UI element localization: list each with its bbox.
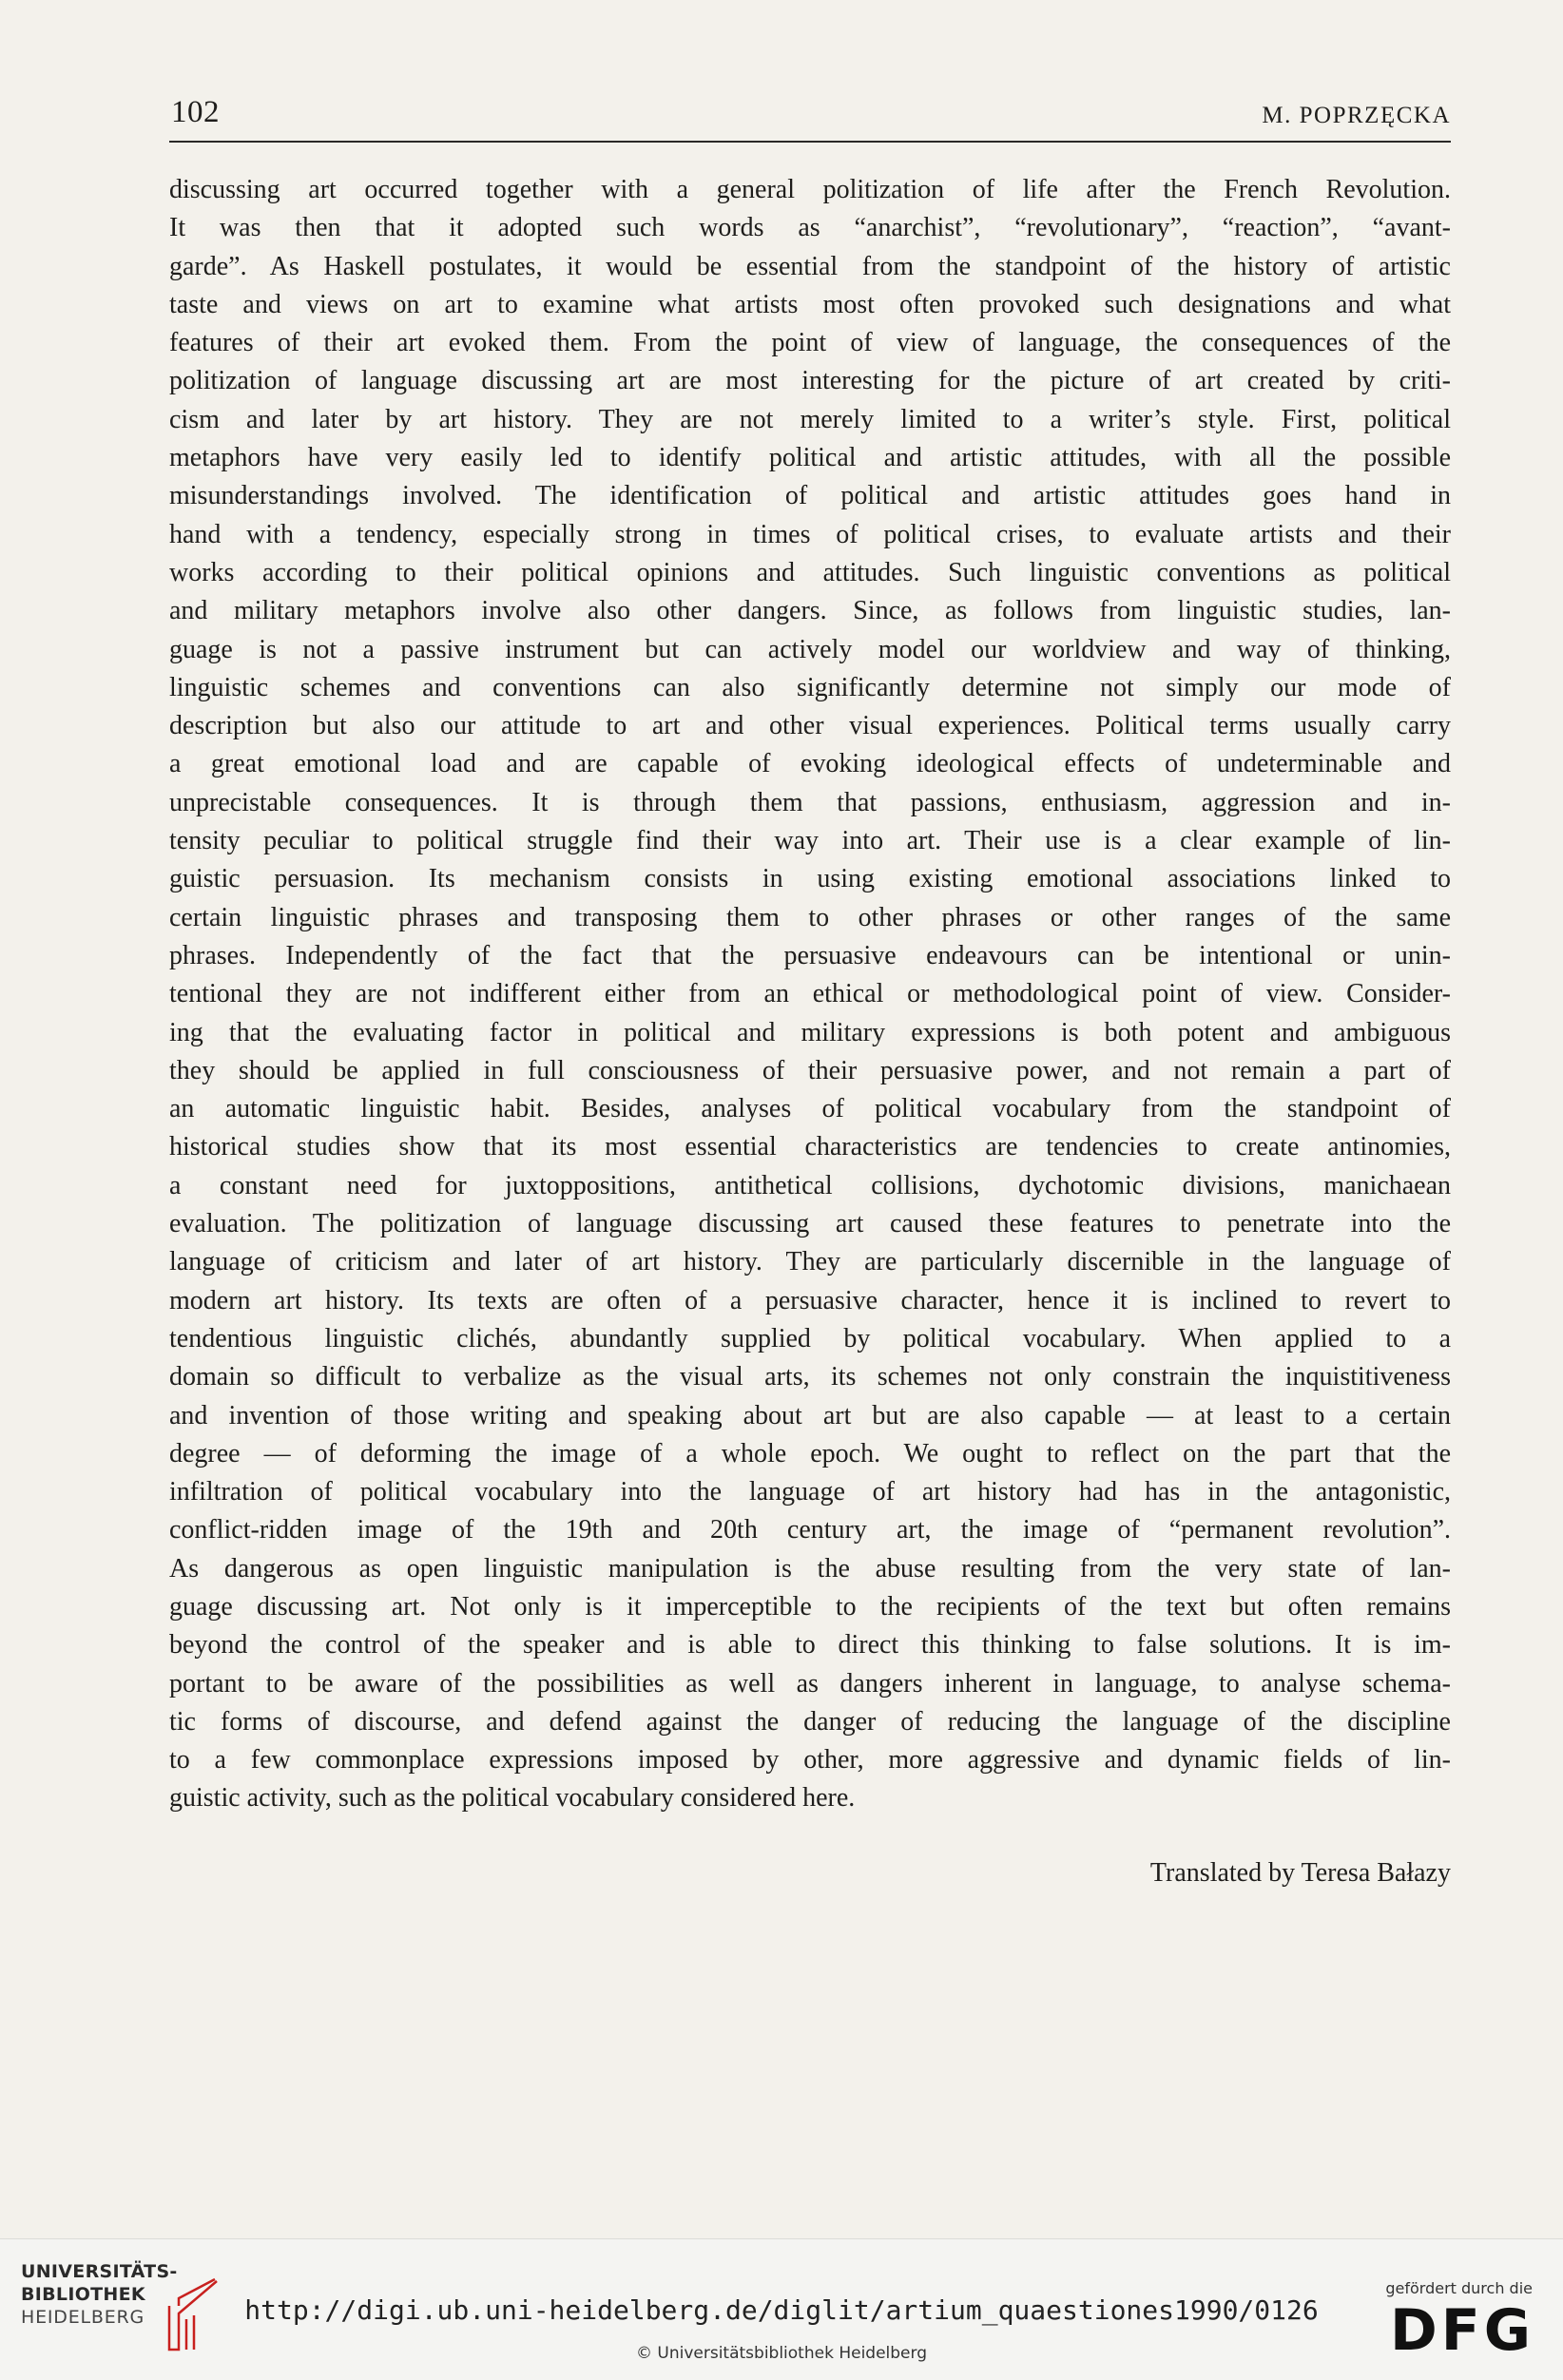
text-line: taste and views on art to examine what artists most often provoked such designations and what xyxy=(169,289,1451,319)
text-line: It was then that it adopted such words as “anarchist”, “revolutionary”, “reaction”, “avant- xyxy=(169,213,1451,243)
dfg-logo: DFG xyxy=(1389,2297,1534,2364)
text-line: discussing art occurred together with a general politization of life after the French Revolution. xyxy=(169,175,1451,204)
text-line: guistic activity, such as the political vocabulary considered here. xyxy=(169,1783,856,1814)
text-line: an automatic linguistic habit. Besides, analyses of political vocabulary from the standpoint of xyxy=(169,1094,1451,1124)
text-line: ing that the evaluating factor in political and military expressions is both potent and ambiguous xyxy=(169,1017,1451,1047)
text-line: modern art history. Its texts are often of a persuasive character, hence it is inclined to revert to xyxy=(169,1285,1451,1315)
text-line: a great emotional load and are capable of evoking ideological effects of undeterminable and xyxy=(169,749,1451,779)
text-line: certain linguistic phrases and transposing them to other phrases or other ranges of the same xyxy=(169,902,1451,932)
text-line: misunderstandings involved. The identification of political and artistic attitudes goes hand in xyxy=(169,481,1451,511)
text-line: tentional they are not indifferent either from an ethical or methodological point of view. Consider- xyxy=(169,979,1451,1009)
digitization-footer xyxy=(0,2238,1563,2380)
library-name-line2: BIBLIOTHEK xyxy=(21,2284,145,2305)
text-line: cism and later by art history. They are not merely limited to a writer’s style. First, political xyxy=(169,404,1451,434)
text-line: As dangerous as open linguistic manipulation is the abuse resulting from the very state of lan- xyxy=(169,1553,1451,1583)
text-line: works according to their political opinions and attitudes. Such linguistic conventions as political xyxy=(169,557,1451,587)
text-line: garde”. As Haskell postulates, it would be essential from the standpoint of the history of artistic xyxy=(169,251,1451,281)
text-line: description but also our attitude to art and other visual experiences. Political terms usually carry xyxy=(169,711,1451,741)
text-line: to a few commonplace expressions imposed by other, more aggressive and dynamic fields of lin- xyxy=(169,1745,1451,1775)
text-line: a constant need for juxtoppositions, antithetical collisions, dychotomic divisions, manichaean xyxy=(169,1170,1451,1200)
page-header xyxy=(169,95,1451,143)
text-line: tic forms of discourse, and defend against the danger of reducing the language of the discipline xyxy=(169,1706,1451,1737)
text-line: guistic persuasion. Its mechanism consists in using existing emotional associations linked to xyxy=(169,864,1451,894)
running-head: M. POPRZĘCKA xyxy=(1262,103,1451,128)
text-line: politization of language discussing art are most interesting for the picture of art created by criti- xyxy=(169,366,1451,396)
copyright-notice: © Universitätsbibliothek Heidelberg xyxy=(635,2344,927,2363)
text-line: infiltration of political vocabulary into the language of art history had has in the antagonistic, xyxy=(169,1477,1451,1507)
article-body xyxy=(169,171,1451,1818)
text-line: portant to be aware of the possibilities as well as dangers inherent in language, to analyse schema- xyxy=(169,1668,1451,1699)
text-line: linguistic schemes and conventions can also significantly determine not simply our mode of xyxy=(169,672,1451,702)
text-line: features of their art evoked them. From the point of view of language, the consequences of the xyxy=(169,328,1451,358)
library-name-line3: HEIDELBERG xyxy=(21,2307,145,2328)
text-line: tensity peculiar to political struggle find their way into art. Their use is a clear example of lin- xyxy=(169,826,1451,856)
text-line: language of criticism and later of art history. They are particularly discernible in the language of xyxy=(169,1247,1451,1277)
page-number: 102 xyxy=(171,95,220,129)
text-line: degree — of deforming the image of a whole epoch. We ought to reflect on the part that the xyxy=(169,1438,1451,1468)
text-line: phrases. Independently of the fact that the persuasive endeavours can be intentional or unin- xyxy=(169,940,1451,970)
text-line: historical studies show that its most essential characteristics are tendencies to create antinomies, xyxy=(169,1132,1451,1162)
text-line: hand with a tendency, especially strong in times of political crises, to evaluate artists and their xyxy=(169,519,1451,549)
permalink-url[interactable]: http://digi.ub.uni-heidelberg.de/diglit/artium_quaestiones1990/0126 xyxy=(244,2294,1319,2326)
text-line: tendentious linguistic clichés, abundantly supplied by political vocabulary. When applied to a xyxy=(169,1323,1451,1353)
translator-credit: Translated by Teresa Bałazy xyxy=(1149,1858,1451,1888)
text-line: they should be applied in full consciousness of their persuasive power, and not remain a part of xyxy=(169,1055,1451,1085)
text-line: conflict-ridden image of the 19th and 20th century art, the image of “permanent revolution”. xyxy=(169,1515,1451,1545)
text-line: unprecistable consequences. It is through them that passions, enthusiasm, aggression and in- xyxy=(169,787,1451,817)
text-line: beyond the control of the speaker and is able to direct this thinking to false solutions. It is im- xyxy=(169,1630,1451,1660)
funded-by-label: gefördert durch die xyxy=(1385,2279,1533,2297)
text-line: and invention of those writing and speaking about art but are also capable — at least to a certain xyxy=(169,1400,1451,1430)
text-line: domain so difficult to verbalize as the visual arts, its schemes not only constrain the inquistitiveness xyxy=(169,1362,1451,1392)
text-line: guage is not a passive instrument but can actively model our worldview and way of thinking, xyxy=(169,634,1451,664)
text-line: metaphors have very easily led to identify political and artistic attitudes, with all the possible xyxy=(169,443,1451,473)
library-name-line1: UNIVERSITÄTS- xyxy=(21,2261,178,2282)
text-line: and military metaphors involve also other dangers. Since, as follows from linguistic studies, lan- xyxy=(169,596,1451,626)
text-line: guage discussing art. Not only is it imperceptible to the recipients of the text but often remains xyxy=(169,1591,1451,1622)
text-line: evaluation. The politization of language discussing art caused these features to penetrate into the xyxy=(169,1209,1451,1239)
